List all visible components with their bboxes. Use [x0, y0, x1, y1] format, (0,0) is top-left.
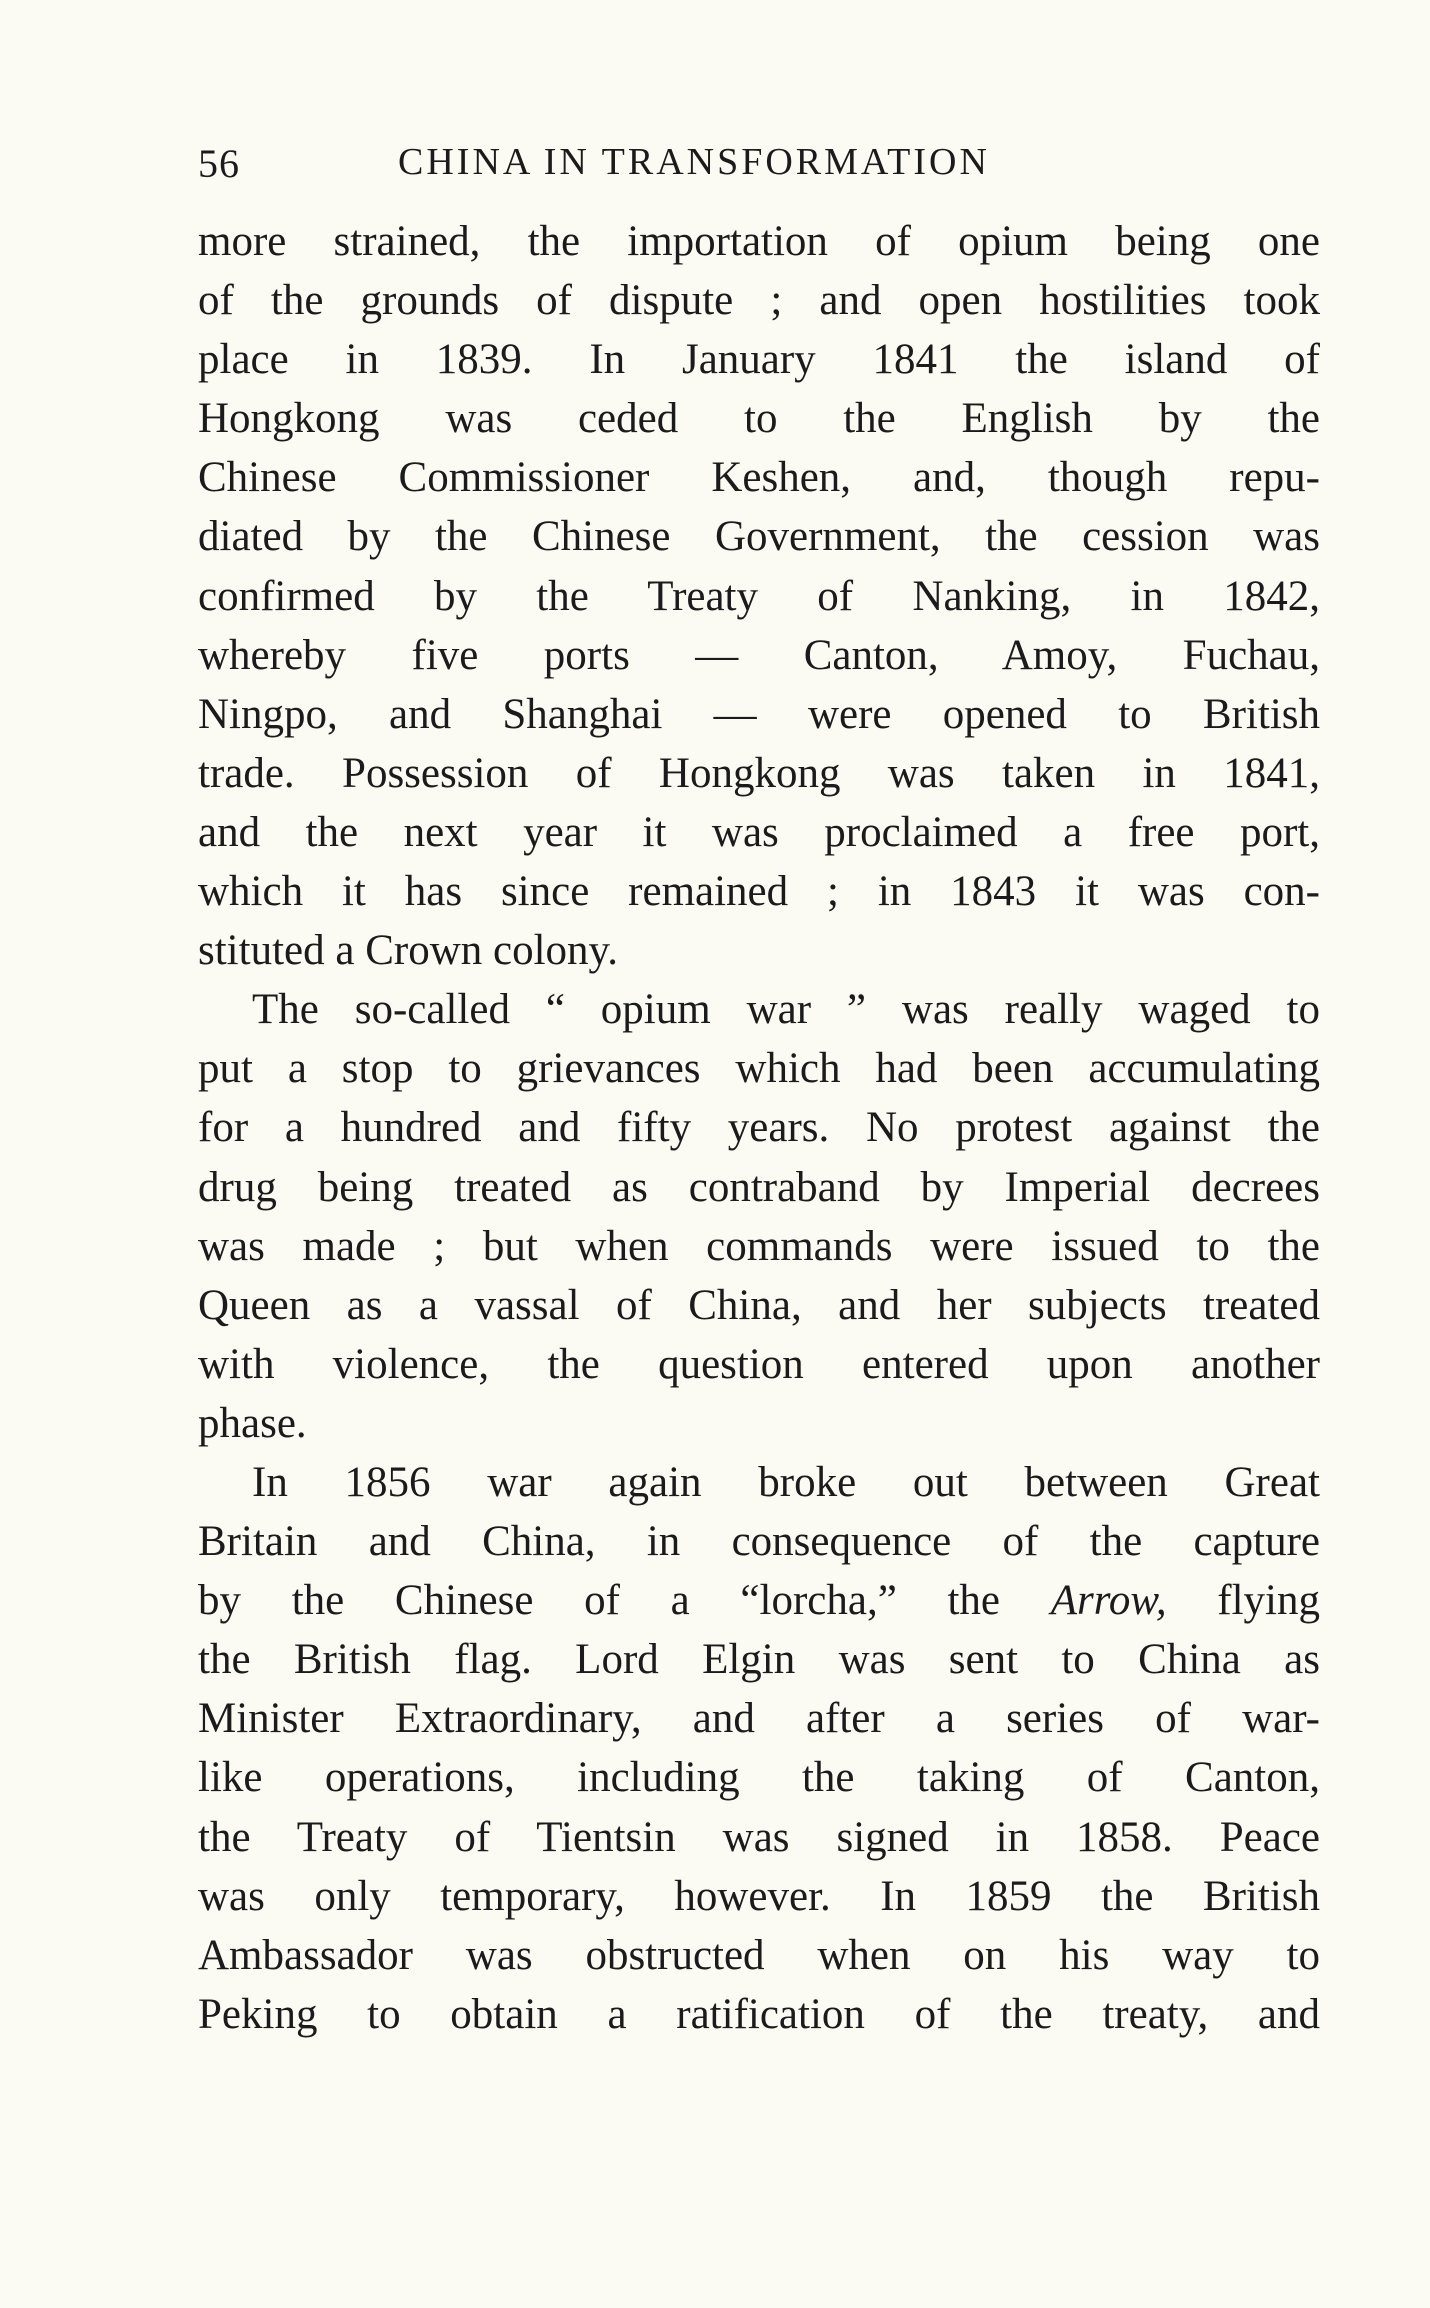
text-line: diated by the Chinese Government, the cession was [198, 513, 1320, 561]
text-line: with violence, the question entered upon another [198, 1340, 1320, 1388]
text-line [198, 1571, 1320, 1630]
text-line: confirmed by the Treaty of Nanking, in 1842, [198, 572, 1320, 620]
ship-name: Arrow, [1050, 1577, 1167, 1625]
text-segment: flying [1166, 1577, 1320, 1625]
text-line: drug being treated as contraband by Imperial decrees [198, 1163, 1320, 1211]
text-line: the British flag. Lord Elgin was sent to China as [198, 1636, 1320, 1684]
page-number: 56 [198, 141, 240, 186]
text-line: phase. [198, 1399, 307, 1447]
text-line: like operations, including the taking of Canton, [198, 1754, 1320, 1802]
text-line: The so-called “ opium war ” was really waged to [252, 986, 1320, 1034]
text-line: Queen as a vassal of China, and her subjects treated [198, 1281, 1320, 1329]
text-line: stituted a Crown colony. [198, 927, 618, 975]
text-line: Peking to obtain a ratification of the treaty, and [198, 1990, 1320, 2038]
text-line: whereby five ports — Canton, Amoy, Fuchau, [198, 631, 1320, 679]
running-head [198, 140, 1320, 190]
text-line: the Treaty of Tientsin was signed in 1858. Peace [198, 1813, 1320, 1861]
body-text [198, 212, 1320, 2044]
text-line: Chinese Commissioner Keshen, and, though repu- [198, 454, 1320, 502]
text-line: more strained, the importation of opium being one [198, 218, 1320, 265]
text-line: Britain and China, in consequence of the capture [198, 1518, 1320, 1566]
text-line: which it has since remained ; in 1843 it was con- [198, 868, 1320, 916]
text-segment: by the Chinese of a “lorcha,” the [198, 1577, 1051, 1625]
text-line: Hongkong was ceded to the English by the [198, 395, 1320, 443]
text-line: for a hundred and fifty years. No protest against the [198, 1104, 1320, 1152]
text-line: place in 1839. In January 1841 the island of [198, 336, 1320, 384]
text-line: was only temporary, however. In 1859 the British [198, 1872, 1320, 1920]
text-line: Minister Extraordinary, and after a series of war- [198, 1695, 1320, 1743]
text-line: Ningpo, and Shanghai — were opened to British [198, 690, 1320, 738]
text-line: and the next year it was proclaimed a free port, [198, 808, 1320, 856]
text-line: Ambassador was obstructed when on his way to [198, 1931, 1320, 1979]
text-line: put a stop to grievances which had been accumulating [198, 1045, 1320, 1093]
text-line: of the grounds of dispute ; and open hostilities took [198, 277, 1320, 325]
text-line: trade. Possession of Hongkong was taken in 1841, [198, 749, 1320, 797]
text-line: In 1856 war again broke out between Great [252, 1458, 1320, 1506]
text-line: was made ; but when commands were issued to the [198, 1222, 1320, 1270]
running-title: CHINA IN TRANSFORMATION [398, 141, 990, 183]
